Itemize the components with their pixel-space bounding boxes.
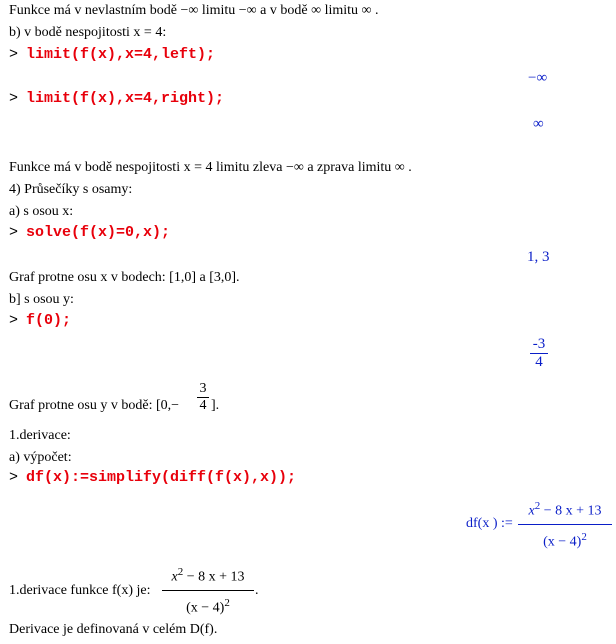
exponent: 2 bbox=[224, 596, 230, 609]
text-discontinuity-heading: b) v bodě nespojitosti x = 4: bbox=[9, 25, 167, 40]
output-infinity: ∞ bbox=[533, 116, 544, 132]
input-line-1[interactable] bbox=[9, 46, 215, 63]
prompt: > bbox=[9, 46, 19, 63]
prompt: > bbox=[9, 469, 19, 486]
command-limit-left[interactable]: limit(f(x),x=4,left); bbox=[26, 46, 216, 63]
fraction-denominator bbox=[518, 531, 612, 551]
var-x: x bbox=[528, 503, 535, 519]
output-derivative-lhs: df(x ) := bbox=[466, 516, 513, 531]
fraction-bar bbox=[162, 590, 254, 591]
text-discontinuity-limits: Funkce má v bodě nespojitosti x = 4 limitu zleva −∞ a zprava limitu ∞ . bbox=[9, 160, 412, 175]
var-x: x bbox=[171, 569, 178, 585]
text-derivative-fraction bbox=[162, 566, 254, 616]
fraction-denominator bbox=[162, 597, 254, 617]
input-line-5[interactable] bbox=[9, 469, 296, 486]
fraction-denominator: 4 bbox=[199, 398, 207, 413]
text-y-intersection-suffix: ]. bbox=[211, 398, 220, 413]
numerator-rest: − 8 x + 13 bbox=[540, 503, 602, 519]
output-roots: 1, 3 bbox=[527, 249, 550, 265]
output-minus-infinity: −∞ bbox=[528, 70, 548, 86]
text-fraction-3-4 bbox=[197, 381, 209, 414]
input-line-3[interactable] bbox=[9, 224, 170, 241]
command-f0[interactable]: f(0); bbox=[26, 312, 72, 329]
text-y-intersection-prefix: Graf protne osu y v bodě: [0,− bbox=[9, 398, 180, 413]
text-derivative-result-prefix: 1.derivace funkce f(x) je: bbox=[9, 583, 151, 598]
exponent: 2 bbox=[581, 530, 587, 543]
command-solve[interactable]: solve(f(x)=0,x); bbox=[26, 224, 171, 241]
fraction-numerator: 3 bbox=[199, 381, 207, 396]
fraction-numerator bbox=[162, 566, 254, 586]
fraction-denominator: 4 bbox=[535, 354, 543, 370]
command-derivative[interactable]: df(x):=simplify(diff(f(x),x)); bbox=[26, 469, 297, 486]
prompt: > bbox=[9, 90, 19, 107]
exponent: 2 bbox=[177, 566, 184, 578]
text-derivative-domain: Derivace je definovaná v celém D(f). bbox=[9, 622, 218, 637]
text-derivative-result-suffix: . bbox=[255, 583, 259, 598]
fraction-numerator bbox=[518, 500, 612, 520]
input-line-2[interactable] bbox=[9, 90, 224, 107]
text-derivative-heading: 1.derivace: bbox=[9, 428, 71, 443]
prompt: > bbox=[9, 312, 19, 329]
fraction-numerator: -3 bbox=[532, 336, 546, 352]
text-x-intersections: Graf protne osu x v bodech: [1,0] a [3,0]. bbox=[9, 270, 240, 285]
prompt: > bbox=[9, 224, 19, 241]
input-line-4[interactable] bbox=[9, 312, 71, 329]
text-x-axis-heading: a) s osou x: bbox=[9, 204, 74, 219]
output-fraction-f0 bbox=[530, 336, 548, 371]
text-intersections-heading: 4) Průsečíky s osamy: bbox=[9, 182, 133, 197]
command-limit-right[interactable]: limit(f(x),x=4,right); bbox=[26, 90, 225, 107]
text-limit-infinity: Funkce má v nevlastním bodě −∞ limitu −∞ a v bodě ∞ limitu ∞ . bbox=[9, 3, 379, 18]
fraction-bar bbox=[518, 524, 612, 525]
exponent: 2 bbox=[534, 500, 541, 512]
output-derivative-fraction bbox=[518, 500, 612, 550]
denominator-base: (x − 4) bbox=[543, 534, 582, 550]
text-computation-heading: a) výpočet: bbox=[9, 450, 72, 465]
denominator-base: (x − 4) bbox=[186, 600, 225, 616]
text-y-axis-heading: b] s osou y: bbox=[9, 292, 74, 307]
numerator-rest: − 8 x + 13 bbox=[183, 569, 245, 585]
